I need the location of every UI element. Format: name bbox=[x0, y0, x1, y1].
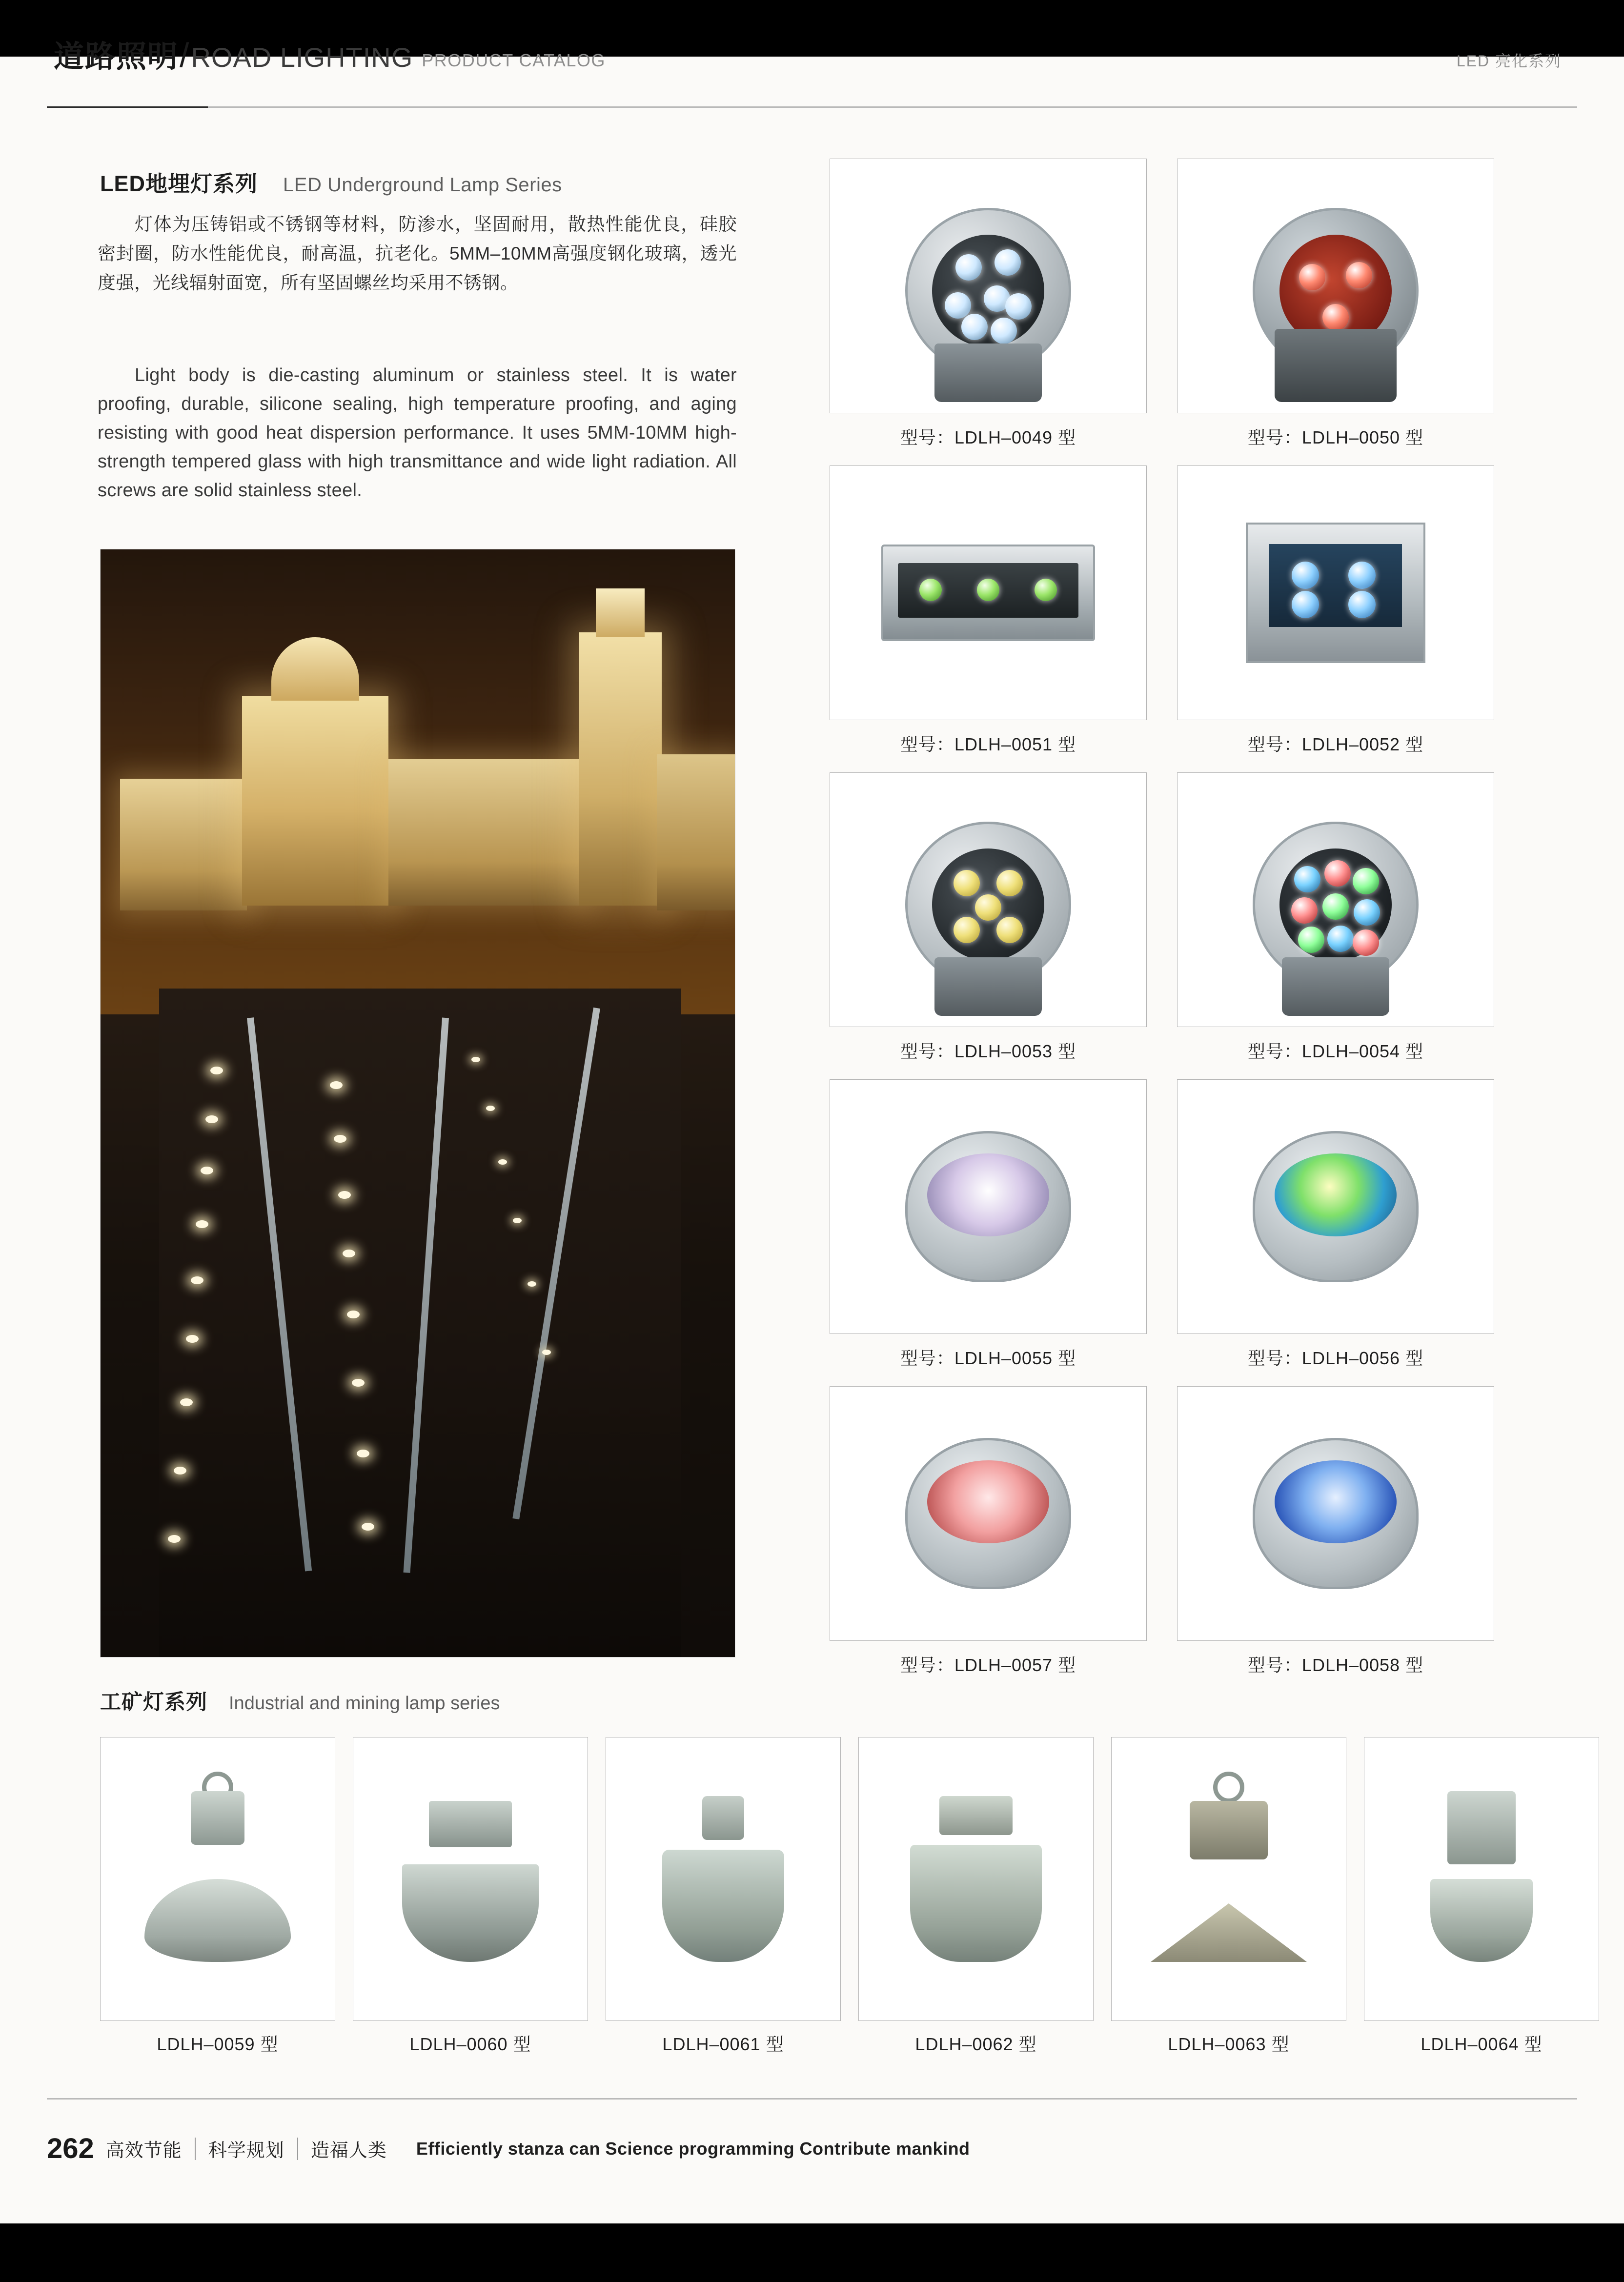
photo-step-light bbox=[471, 1057, 480, 1062]
product-cell[interactable] bbox=[830, 159, 1147, 462]
photo-building-dome bbox=[242, 696, 388, 906]
product-image-0049 bbox=[830, 159, 1147, 413]
section-title-cn: LED地埋灯系列 bbox=[100, 171, 258, 196]
product-cell[interactable] bbox=[830, 1079, 1147, 1382]
product-caption: 型号：LDLH–0056 型 bbox=[1247, 1348, 1424, 1368]
product-row bbox=[830, 465, 1522, 768]
header-title-en: ROAD LIGHTING bbox=[191, 42, 413, 73]
photo-step-light bbox=[528, 1281, 536, 1287]
baylamp-caption: LDLH–0060 型 bbox=[409, 2034, 531, 2054]
baylamp-caption: LDLH–0061 型 bbox=[662, 2034, 784, 2054]
footer-slogan-3: 造福人类 bbox=[310, 2141, 387, 2161]
footer-divider bbox=[47, 2098, 1577, 2100]
product-image-0053 bbox=[830, 772, 1147, 1027]
lamp-head bbox=[939, 1796, 1013, 1835]
product-image-0056 bbox=[1177, 1079, 1494, 1334]
photo-step-light bbox=[201, 1167, 213, 1174]
section2-title-cn: 工矿灯系列 bbox=[100, 1691, 207, 1714]
photo-clock-tower bbox=[579, 632, 662, 906]
photo-step-light bbox=[186, 1335, 199, 1343]
baylamp-cell[interactable] bbox=[353, 1737, 588, 2056]
description-en: Light body is die-casting aluminum or stainless steel. It is water proofing, durable, silicone sealing, high temperature proofing, and aging resisting with good heat dispersion performance. It uses 5MM-10MM high-strength tempered glass with high transmittance and wide light radiation. All screws are solid stainless steel. bbox=[98, 365, 737, 501]
photo-step-light bbox=[513, 1218, 522, 1223]
photo-building-mid bbox=[388, 759, 584, 906]
product-cell[interactable] bbox=[1177, 159, 1494, 462]
lamp-shade bbox=[1151, 1903, 1307, 1962]
photo-step-light bbox=[210, 1067, 223, 1074]
lamp-housing bbox=[934, 343, 1042, 402]
product-caption: 型号：LDLH–0055 型 bbox=[900, 1348, 1076, 1368]
baylamp-caption: LDLH–0064 型 bbox=[1421, 2034, 1543, 2054]
product-caption: 型号：LDLH–0058 型 bbox=[1247, 1655, 1424, 1675]
header-right-label: LED 亮化系列 bbox=[1456, 52, 1562, 70]
product-image-0052 bbox=[1177, 465, 1494, 720]
lamp-housing bbox=[1282, 957, 1389, 1016]
baylamp-caption: LDLH–0059 型 bbox=[157, 2034, 279, 2054]
baylamp-image-0064 bbox=[1364, 1737, 1599, 2021]
header-divider bbox=[47, 106, 1577, 108]
lamp-head bbox=[191, 1791, 244, 1845]
product-caption: 型号：LDLH–0053 型 bbox=[900, 1041, 1076, 1061]
footer bbox=[47, 2132, 970, 2165]
photo-step-light bbox=[191, 1276, 203, 1284]
night-scene-photo bbox=[100, 549, 735, 1657]
product-row bbox=[830, 1386, 1522, 1689]
photo-building-right bbox=[657, 754, 735, 910]
page-number: 262 bbox=[47, 2133, 94, 2164]
lamp-drawing bbox=[905, 1131, 1071, 1282]
baylamp-cell[interactable] bbox=[606, 1737, 841, 2056]
product-cell[interactable] bbox=[830, 1386, 1147, 1689]
lamp-head bbox=[1447, 1791, 1516, 1864]
baylamp-row bbox=[100, 1737, 1599, 2056]
lamp-housing bbox=[1275, 329, 1397, 402]
baylamp-image-0059 bbox=[100, 1737, 335, 2021]
lamp-shade bbox=[144, 1879, 291, 1962]
lamp-shade bbox=[402, 1864, 539, 1962]
photo-step-light bbox=[180, 1398, 193, 1406]
product-caption: 型号：LDLH–0049 型 bbox=[900, 427, 1076, 447]
photo-step-light bbox=[205, 1115, 218, 1123]
product-image-0054 bbox=[1177, 772, 1494, 1027]
page-header bbox=[0, 38, 1624, 106]
photo-step-light bbox=[338, 1191, 351, 1199]
footer-slogan-1: 高效节能 bbox=[105, 2141, 182, 2161]
photo-step-light bbox=[334, 1135, 346, 1143]
section-title-industrial bbox=[100, 1686, 500, 1716]
photo-step-light bbox=[357, 1450, 369, 1457]
photo-step-light bbox=[542, 1350, 551, 1355]
baylamp-cell[interactable] bbox=[1111, 1737, 1346, 2056]
product-caption: 型号：LDLH–0052 型 bbox=[1247, 734, 1424, 754]
product-row bbox=[830, 159, 1522, 462]
product-cell[interactable] bbox=[830, 465, 1147, 768]
section-title-underground bbox=[100, 166, 562, 198]
bottom-black-bar bbox=[0, 2223, 1624, 2282]
product-image-0055 bbox=[830, 1079, 1147, 1334]
lamp-drawing bbox=[1253, 1438, 1419, 1589]
photo-building-left bbox=[120, 779, 247, 910]
header-slash: / bbox=[180, 36, 189, 74]
baylamp-cell[interactable] bbox=[858, 1737, 1094, 2056]
photo-step-light bbox=[498, 1159, 507, 1165]
lamp-housing bbox=[934, 957, 1042, 1016]
footer-separator bbox=[297, 2138, 298, 2160]
baylamp-cell[interactable] bbox=[100, 1737, 335, 2056]
lamp-head bbox=[429, 1801, 512, 1847]
baylamp-image-0063 bbox=[1111, 1737, 1346, 2021]
hook-icon bbox=[1213, 1772, 1244, 1803]
product-row bbox=[830, 772, 1522, 1075]
photo-step-light bbox=[168, 1535, 181, 1543]
product-cell[interactable] bbox=[1177, 1079, 1494, 1382]
photo-step-light bbox=[330, 1081, 343, 1089]
product-caption: 型号：LDLH–0051 型 bbox=[900, 734, 1076, 754]
lamp-shade bbox=[1430, 1879, 1533, 1962]
header-title-cn: 道路照明 bbox=[54, 40, 179, 74]
footer-separator bbox=[195, 2138, 196, 2160]
product-caption: 型号：LDLH–0050 型 bbox=[1247, 427, 1424, 447]
lamp-drawing bbox=[881, 545, 1095, 641]
product-image-0058 bbox=[1177, 1386, 1494, 1641]
product-grid bbox=[830, 159, 1522, 1693]
lamp-head bbox=[702, 1796, 744, 1840]
lamp-shade bbox=[662, 1850, 784, 1962]
product-image-0057 bbox=[830, 1386, 1147, 1641]
lamp-drawing bbox=[905, 1438, 1071, 1589]
baylamp-caption: LDLH–0063 型 bbox=[1168, 2034, 1290, 2054]
baylamp-cell[interactable] bbox=[1364, 1737, 1599, 2056]
photo-step-light bbox=[174, 1467, 186, 1474]
lamp-shade bbox=[910, 1845, 1042, 1962]
section2-title-en: Industrial and mining lamp series bbox=[229, 1693, 500, 1714]
baylamp-image-0060 bbox=[353, 1737, 588, 2021]
product-caption: 型号：LDLH–0054 型 bbox=[1247, 1041, 1424, 1061]
product-image-0050 bbox=[1177, 159, 1494, 413]
description-cn: 灯体为压铸铝或不锈钢等材料，防渗水，坚固耐用，散热性能优良，硅胶密封圈，防水性能优良，耐高温，抗老化。5MM–10MM高强度钢化玻璃，透光度强，光线辐射面宽，所有坚固螺丝均采用不锈钢。 bbox=[98, 214, 737, 293]
photo-step-light bbox=[486, 1106, 495, 1111]
footer-slogan-2: 科学规划 bbox=[208, 2141, 284, 2161]
product-cell[interactable] bbox=[1177, 465, 1494, 768]
product-image-0051 bbox=[830, 465, 1147, 720]
product-cell[interactable] bbox=[830, 772, 1147, 1075]
product-cell[interactable] bbox=[1177, 772, 1494, 1075]
baylamp-image-0062 bbox=[858, 1737, 1094, 2021]
lamp-drawing bbox=[1246, 523, 1425, 663]
product-caption: 型号：LDLH–0057 型 bbox=[900, 1655, 1076, 1675]
product-cell[interactable] bbox=[1177, 1386, 1494, 1689]
lamp-drawing bbox=[1253, 1131, 1419, 1282]
photo-step-light bbox=[362, 1523, 374, 1531]
product-row bbox=[830, 1079, 1522, 1382]
header-title-group bbox=[54, 38, 606, 72]
photo-step-light bbox=[343, 1250, 355, 1257]
photo-step-light bbox=[347, 1311, 360, 1318]
section-title-en: LED Underground Lamp Series bbox=[283, 174, 562, 196]
header-divider-accent bbox=[47, 106, 208, 108]
header-subtitle-en: PRODUCT CATALOG bbox=[422, 50, 606, 70]
photo-staircase bbox=[159, 989, 681, 1657]
baylamp-image-0061 bbox=[606, 1737, 841, 2021]
baylamp-caption: LDLH–0062 型 bbox=[915, 2034, 1037, 2054]
photo-step-light bbox=[352, 1379, 365, 1387]
footer-slogan-en: Efficiently stanza can Science programming Contribute mankind bbox=[416, 2138, 970, 2159]
lamp-head bbox=[1190, 1801, 1268, 1859]
photo-step-light bbox=[196, 1220, 208, 1228]
